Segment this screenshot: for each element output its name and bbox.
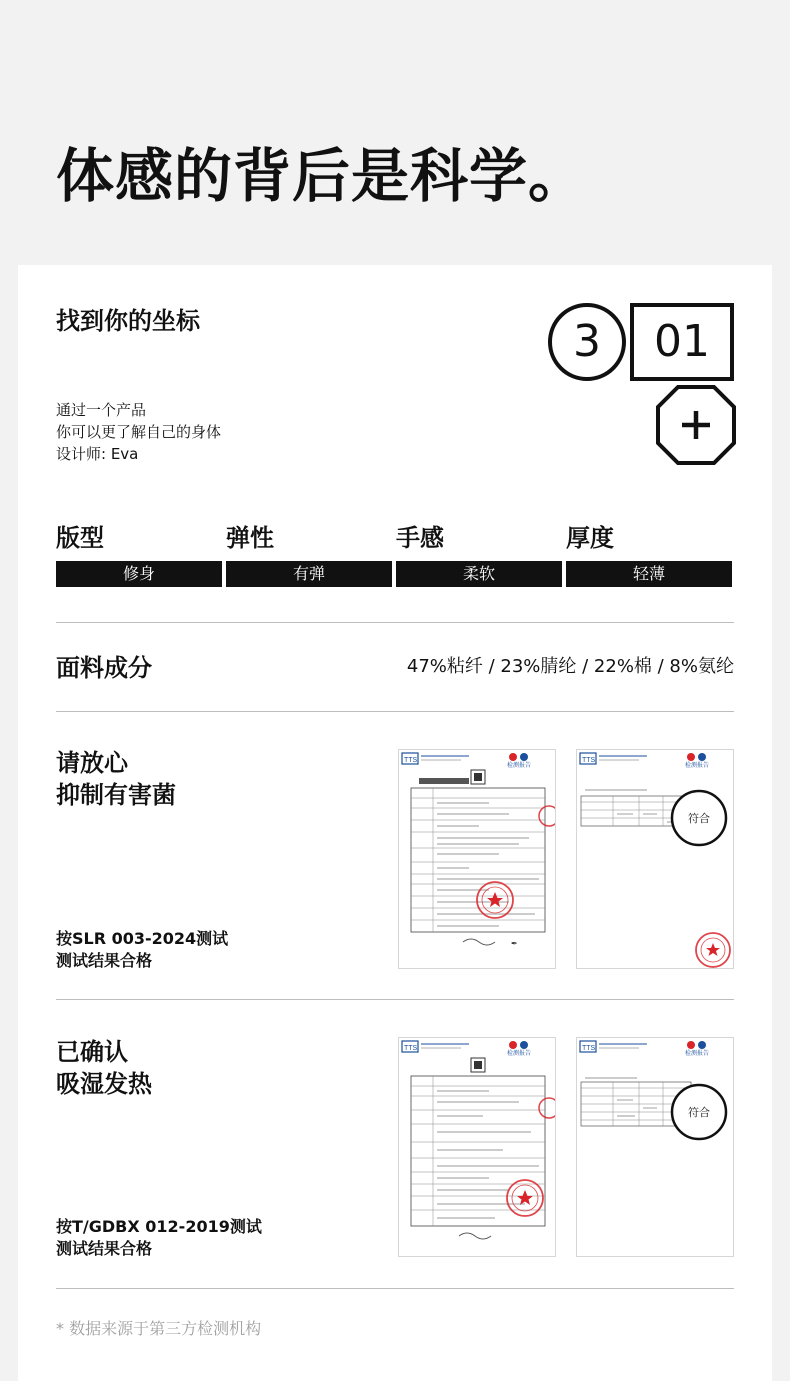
test-result: 测试结果合格: [56, 1239, 153, 1258]
svg-text:TTS: TTS: [404, 1045, 418, 1052]
test-report-page: [398, 749, 556, 969]
claim-line: 请放心: [56, 749, 128, 777]
page-headline: 体感的背后是科学。: [56, 142, 588, 210]
test-result: 测试结果合格: [56, 951, 153, 970]
attr-label-thickness: 厚度: [566, 524, 614, 552]
test-standard: 按SLR 003-2024测试: [56, 929, 229, 948]
attr-value-fit: 修身: [56, 561, 222, 587]
source-footnote: * 数据来源于第三方检测机构: [56, 1319, 262, 1338]
report-header: 检测报告: [507, 762, 532, 769]
intro-line: 通过一个产品: [56, 401, 147, 419]
report-header: 检测报告: [685, 762, 710, 769]
plus-icon: [656, 385, 736, 465]
zoom-label: 符合: [688, 1106, 710, 1119]
test-standard: 按T/GDBX 012-2019测试: [56, 1217, 262, 1236]
attr-label-elasticity: 弹性: [226, 524, 274, 552]
card-title: 找到你的坐标: [56, 307, 200, 335]
attr-label-touch: 手感: [396, 524, 444, 552]
intro-line: 你可以更了解自己的身体: [56, 423, 222, 441]
divider: [56, 622, 734, 623]
index-circle: 3: [548, 303, 626, 381]
product-intro: [56, 399, 221, 465]
fabric-composition: 47%粘纤 / 23%腈纶 / 22%棉 / 8%氨纶: [406, 656, 734, 677]
svg-text:✒: ✒: [511, 939, 518, 948]
coordinate-card: [18, 265, 772, 1381]
svg-text:TTS: TTS: [582, 757, 596, 764]
report-header: 检测报告: [507, 1050, 532, 1057]
claim-line: 吸湿发热: [56, 1070, 152, 1098]
test-report-result-page: [576, 1037, 734, 1257]
add-button[interactable]: [656, 385, 736, 465]
test-report-page: [398, 1037, 556, 1257]
attr-value-thickness: 轻薄: [566, 561, 732, 587]
divider: [56, 1288, 734, 1289]
report-header: 检测报告: [685, 1050, 710, 1057]
svg-text:TTS: TTS: [404, 757, 418, 764]
divider: [56, 711, 734, 712]
attr-value-touch: 柔软: [396, 561, 562, 587]
divider: [56, 999, 734, 1000]
designer-line: 设计师: Eva: [56, 445, 139, 463]
zoom-label: 符合: [688, 812, 710, 825]
claim-line: 抑制有害菌: [56, 781, 176, 809]
claim-line: 已确认: [56, 1038, 128, 1066]
index-box: 01: [630, 303, 734, 381]
attr-label-fit: 版型: [56, 524, 104, 552]
test-report-result-page: [576, 749, 734, 969]
svg-text:TTS: TTS: [582, 1045, 596, 1052]
fabric-label: 面料成分: [56, 654, 152, 682]
attr-value-elasticity: 有弹: [226, 561, 392, 587]
